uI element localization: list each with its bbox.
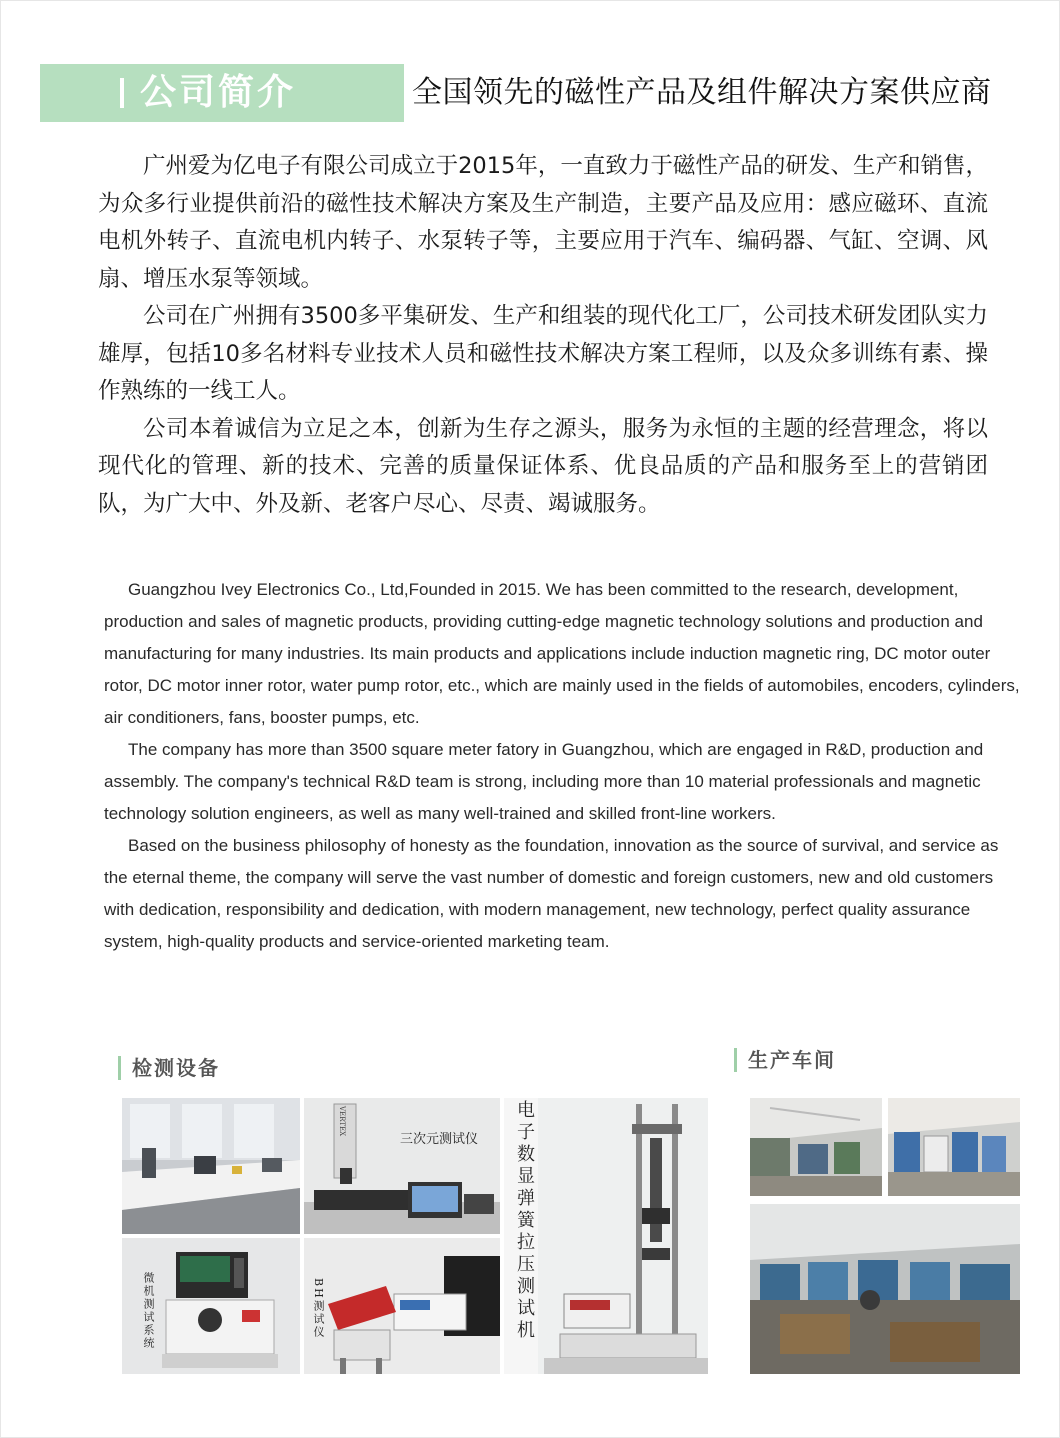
label-microcomputer: 微机测试系统 [142, 1272, 155, 1350]
intro-en-paragraph-3: Based on the business philosophy of honesty as the foundation, innovation as the source of survival, and service as the eternal theme, the company will serve the vast number of domestic and foreign customers, new and old customers with dedication, responsibility and dedication, with modern management, new technology, perfect quality assurance system, high-quality products and service-oriented marketing team. [104, 836, 999, 951]
photo-workshop-3 [750, 1204, 1020, 1374]
section-heading-testing-equipment [118, 1054, 318, 1084]
section-heading-workshop [734, 1046, 934, 1076]
photo-lab-bench [122, 1098, 300, 1234]
page-title: 公司简介 [140, 72, 297, 113]
intro-english [104, 574, 1024, 958]
photo-workshop-1 [750, 1098, 882, 1196]
label-bh-tester: BH测试仪 [312, 1278, 325, 1339]
section-bar [118, 1056, 121, 1080]
photo-spring-tester [504, 1098, 708, 1374]
photo-microcomputer-tester [122, 1238, 300, 1374]
intro-en-paragraph-1: Guangzhou Ivey Electronics Co., Ltd,Founded in 2015. We has been committed to the research, development, production and sales of magnetic products, providing cutting-edge magnetic technology solutions and production and manufacturing for many industries. Its main products and applications include induction magnetic ring, DC motor outer rotor, DC motor inner rotor, water pump rotor, etc., which are mainly used in the fields of automobiles, encoders, cylinders, air conditioners, fans, booster pumps, etc. [104, 580, 1020, 727]
intro-en-paragraph-2: The company has more than 3500 square meter fatory in Guangzhou, which are engaged in R&D, production and assembly. The company's technical R&D team is strong, including more than 10 material professionals and magnetic technology solution engineers, as well as many well-trained and skilled front-line workers. [104, 740, 984, 823]
section-bar [734, 1048, 737, 1072]
photo-workshop-2 [888, 1098, 1020, 1196]
section-title: 生产车间 [748, 1048, 836, 1072]
label-spring-tester: 电子数显弹簧拉压测试机 [514, 1100, 535, 1342]
intro-cn-paragraph-2: 公司在广州拥有3500多平集研发、生产和组装的现代化工厂，公司技术研发团队实力雄厚，包括10多名材料专业技术人员和磁性技术解决方案工程师，以及众多训练有素、操作熟练的一线工人。 [98, 303, 988, 404]
photo-bh-tester [304, 1238, 500, 1374]
intro-chinese [98, 148, 988, 523]
title-band [40, 64, 404, 122]
intro-cn-paragraph-3: 公司本着诚信为立足之本，创新为生存之源头，服务为永恒的主题的经营理念，将以现代化的管理、新的技术、完善的质量保证体系、优良品质的产品和服务至上的营销团队，为广大中、外及新、老客户尽心、尽责、竭诚服务。 [98, 415, 988, 517]
label-cmm: 三次元测试仪 [400, 1132, 479, 1147]
label-device-tag: VERTEX [338, 1106, 346, 1137]
title-bar-mark [120, 78, 124, 108]
section-title: 检测设备 [132, 1056, 220, 1080]
intro-cn-paragraph-1: 广州爱为亿电子有限公司成立于2015年，一直致力于磁性产品的研发、生产和销售，为众多行业提供前沿的磁性技术解决方案及生产制造，主要产品及应用：感应磁环、直流电机外转子、直流电机内转子、水泵转子等，主要应用于汽车、编码器、气缸、空调、风扇、增压水泵等领域。 [98, 153, 988, 292]
photo-cmm [304, 1098, 500, 1234]
page-subtitle: 全国领先的磁性产品及组件解决方案供应商 [412, 75, 992, 110]
